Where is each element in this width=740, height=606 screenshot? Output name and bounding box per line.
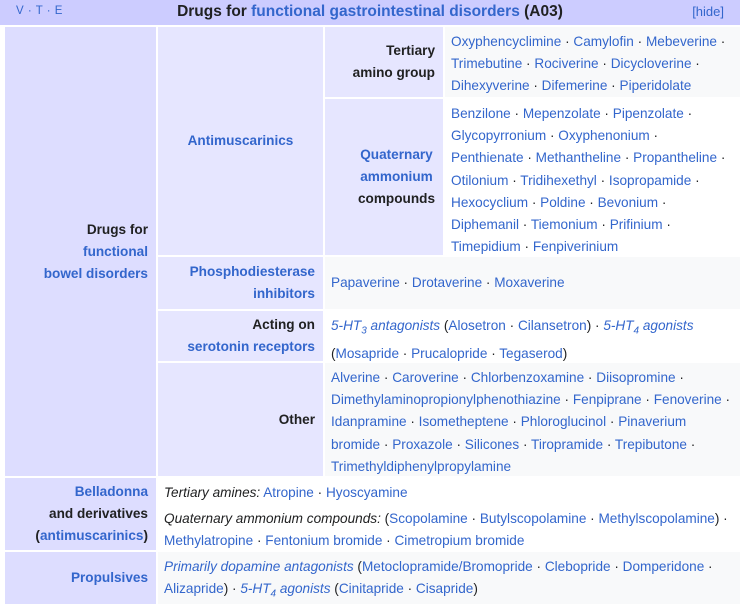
drug-link[interactable]: Poldine [540, 194, 586, 210]
drug-link[interactable]: Oxyphenonium [558, 128, 650, 144]
quaternary-link-2[interactable]: ammonium [360, 169, 433, 184]
drug-link[interactable]: Difemerine [541, 78, 608, 94]
drug-link[interactable]: Butylscopolamine [479, 511, 587, 527]
drug-link[interactable]: Mepenzolate [522, 106, 601, 121]
drug-link[interactable]: Caroverine [392, 370, 459, 385]
group-belladonna [5, 478, 156, 550]
group-bowel-disorders [5, 27, 156, 476]
propulsive-ht4-agonists-link[interactable]: $5-HT_4$ agonists [240, 581, 331, 600]
drug-link[interactable]: Drotaverine [411, 274, 483, 290]
drug-link[interactable]: Tiropramide [531, 436, 604, 452]
hide-toggle-button[interactable]: [hide] [692, 4, 724, 19]
drug-link[interactable]: Dimethylaminopropionylphenothiazine [331, 392, 561, 408]
drug-link[interactable]: Oxyphencyclimine [451, 34, 562, 49]
tertiary-line2: amino group [352, 65, 435, 80]
belladonna-line3: (antimuscarinics) [35, 528, 148, 543]
list-tertiary: Oxyphencyclimine · Camylofin · Mebeverine · Trimebutine · Rociverine · Dicycloverine · Dihexyverine · Difemerine · Piperidolate [445, 27, 740, 97]
drug-link[interactable]: Trimethyldiphenylpropylamine [331, 458, 512, 474]
belladonna-line2: and derivatives [49, 506, 148, 521]
drug-link[interactable]: Tegaserod [499, 345, 563, 361]
pde-link-2[interactable]: inhibitors [253, 286, 315, 301]
group-tertiary-amino [325, 27, 443, 97]
other-label: Other [278, 411, 315, 427]
title-suffix: (A03) [519, 3, 563, 20]
drug-link[interactable]: Mebeverine [645, 34, 717, 49]
drug-link[interactable]: Rociverine [534, 56, 599, 72]
belladonna-tertiary-row: Tertiary amines: Atropine · Hyoscyamine [164, 485, 408, 500]
drug-link[interactable]: Cilansetron [517, 318, 587, 333]
belladonna-link[interactable]: Belladonna [74, 484, 148, 499]
drug-link[interactable]: Isometheptene [418, 414, 509, 430]
drug-link[interactable]: Phloroglucinol [520, 414, 607, 430]
serotonin-line1: Acting on [252, 317, 315, 332]
drug-link[interactable]: Hyoscyamine [325, 485, 408, 500]
drug-link[interactable]: Dicycloverine [610, 56, 692, 72]
drug-link[interactable]: Chlorbenzoxamine [470, 370, 585, 385]
drug-link[interactable]: Atropine [263, 485, 314, 500]
talk-template-link[interactable]: T [35, 5, 44, 17]
navbox-title-bar [0, 0, 740, 25]
list-serotonin: $5-HT_3$ antagonists (Alosetron · Cilansetron) · $5-HT_4$ agonists (Mosapride · Prucalopride · Tegaserod) [325, 311, 740, 361]
edit-template-link[interactable]: E [54, 5, 63, 17]
drug-link[interactable]: Glycopyrronium [451, 128, 547, 144]
drug-link[interactable]: Alizapride [164, 581, 224, 597]
drug-link[interactable]: Mosapride [335, 345, 399, 361]
drug-link[interactable]: Cimetropium bromide [394, 533, 525, 549]
drug-link[interactable]: Fenpiverinium [532, 239, 619, 255]
drug-link[interactable]: Fentonium bromide [265, 533, 383, 549]
drug-link[interactable]: Propantheline [633, 150, 718, 166]
drug-link[interactable]: Clebopride [544, 559, 611, 574]
drug-link[interactable]: Silicones [464, 436, 520, 452]
quaternary-link-1[interactable]: Quaternary [360, 147, 433, 162]
drug-link[interactable]: Dihexyverine [451, 78, 530, 94]
propulsives-link[interactable]: Propulsives [70, 570, 148, 585]
drug-link[interactable]: Cisapride [415, 581, 474, 597]
group-other [158, 363, 323, 476]
drug-link[interactable]: Alosetron [448, 318, 506, 333]
drug-link[interactable]: Papaverine [331, 274, 400, 290]
drug-link[interactable]: Fenoverine [653, 392, 722, 408]
serotonin-link[interactable]: serotonin receptors [187, 339, 315, 354]
drug-link[interactable]: Diisopromine [596, 370, 676, 385]
drug-link[interactable]: Prifinium [609, 217, 663, 233]
drug-link[interactable]: Methylatropine [164, 533, 254, 549]
drug-link[interactable]: Cinitapride [338, 581, 404, 597]
drug-link[interactable]: Otilonium [451, 172, 509, 188]
drug-link[interactable]: Metoclopramide/Bromopride [361, 559, 533, 574]
dopamine-antagonists-link[interactable]: Primarily dopamine antagonists [164, 559, 354, 574]
vte-links: V · T · E [16, 5, 63, 17]
pde-link-1[interactable]: Phosphodiesterase [189, 264, 315, 279]
drug-link[interactable]: Bevonium [597, 194, 659, 210]
group-serotonin [158, 311, 323, 361]
drug-link[interactable]: Moxaverine [494, 274, 565, 290]
drug-link[interactable]: Alverine [331, 370, 381, 385]
list-quaternary: Benzilone · Mepenzolate · Pipenzolate · Glycopyrronium · Oxyphenonium · Penthienate · Methantheline · Propantheline · Otilonium · Tridihexethyl · Isopropamide · Hexocyclium · Poldine · Bevonium · Diphemanil · Tiemonium · Prifinium · Timepidium · Fenpiverinium [445, 99, 740, 255]
list-propulsives: Primarily dopamine antagonists (Metoclopramide/Bromopride · Clebopride · Domperidone · Alizapride) · $5-HT_4$ agonists (Cinitapride · Cisapride) [158, 552, 740, 604]
drug-link[interactable]: Methantheline [535, 150, 622, 166]
drug-link[interactable]: Hexocyclium [451, 194, 529, 210]
ht3-antagonists-link[interactable]: $5-HT_3$ antagonists [331, 318, 441, 337]
list-other: Alverine · Caroverine · Chlorbenzoxamine · Diisopromine · Dimethylaminopropionylphenothiazine · Fenpiprane · Fenoverine · Idanpramine · Isometheptene · Phloroglucinol · Pinaverium bromide · Proxazole · Silicones · Tiropramide · Trepibutone · Trimethyldiphenylpropylamine [325, 363, 740, 476]
list-belladonna [158, 478, 740, 550]
drug-link[interactable]: Isopropamide [608, 172, 692, 188]
drug-link[interactable]: Domperidone [622, 559, 705, 574]
title-link[interactable]: functional gastrointestinal disorders [251, 3, 520, 20]
drug-link[interactable]: Camylofin [573, 34, 634, 49]
drug-link[interactable]: Scopolamine [389, 511, 468, 527]
group-bowel-line1: Drugs for [86, 221, 148, 237]
quaternary-line3: compounds [357, 191, 435, 206]
drug-link[interactable]: Pipenzolate [612, 106, 684, 121]
group-quaternary [325, 99, 443, 255]
antimuscarinics-link[interactable]: Antimuscarinics [187, 133, 294, 148]
group-pde-inhibitors [158, 257, 323, 309]
group-antimuscarinics [158, 27, 323, 255]
drug-link[interactable]: Methylscopolamine [598, 511, 715, 527]
drug-link[interactable]: Penthienate [451, 150, 524, 166]
navbox-title [0, 3, 740, 21]
drug-link[interactable]: Tiemonium [530, 217, 598, 233]
drug-link[interactable]: Trimebutine [451, 56, 523, 72]
tertiary-line1: Tertiary [386, 43, 435, 58]
drug-link[interactable]: Trepibutone [614, 436, 687, 452]
group-bowel-link-1[interactable]: functional [83, 243, 148, 259]
belladonna-quaternary-row: Quaternary ammonium compounds: (Scopolamine · Butylscopolamine · Methylscopolamine) · Methylatropine · Fentonium bromide · Cimetropium bromide [164, 511, 728, 549]
title-prefix: Drugs for [177, 3, 252, 20]
drug-link[interactable]: Timepidium [451, 239, 521, 255]
drug-link[interactable]: Fenpiprane [572, 392, 642, 408]
drug-link[interactable]: Idanpramine [331, 414, 407, 430]
drug-link[interactable]: Diphemanil [451, 217, 520, 233]
group-bowel-link-2[interactable]: bowel disorders [43, 265, 148, 281]
list-pde: Papaverine · Drotaverine · Moxaverine [325, 257, 740, 309]
drug-link[interactable]: Piperidolate [619, 78, 692, 94]
group-propulsives [5, 552, 156, 604]
drug-link[interactable]: Proxazole [392, 436, 453, 452]
view-template-link[interactable]: V [16, 5, 25, 17]
drug-link[interactable]: Tridihexethyl [520, 172, 597, 188]
drug-link[interactable]: Benzilone [451, 106, 511, 121]
drug-link[interactable]: Pinaverium bromide [331, 414, 687, 452]
ht4-agonists-link[interactable]: $5-HT_4$ agonists [603, 318, 694, 337]
antimuscarinics-paren-link[interactable]: antimuscarinics [39, 528, 144, 543]
drug-link[interactable]: Prucalopride [411, 345, 488, 361]
